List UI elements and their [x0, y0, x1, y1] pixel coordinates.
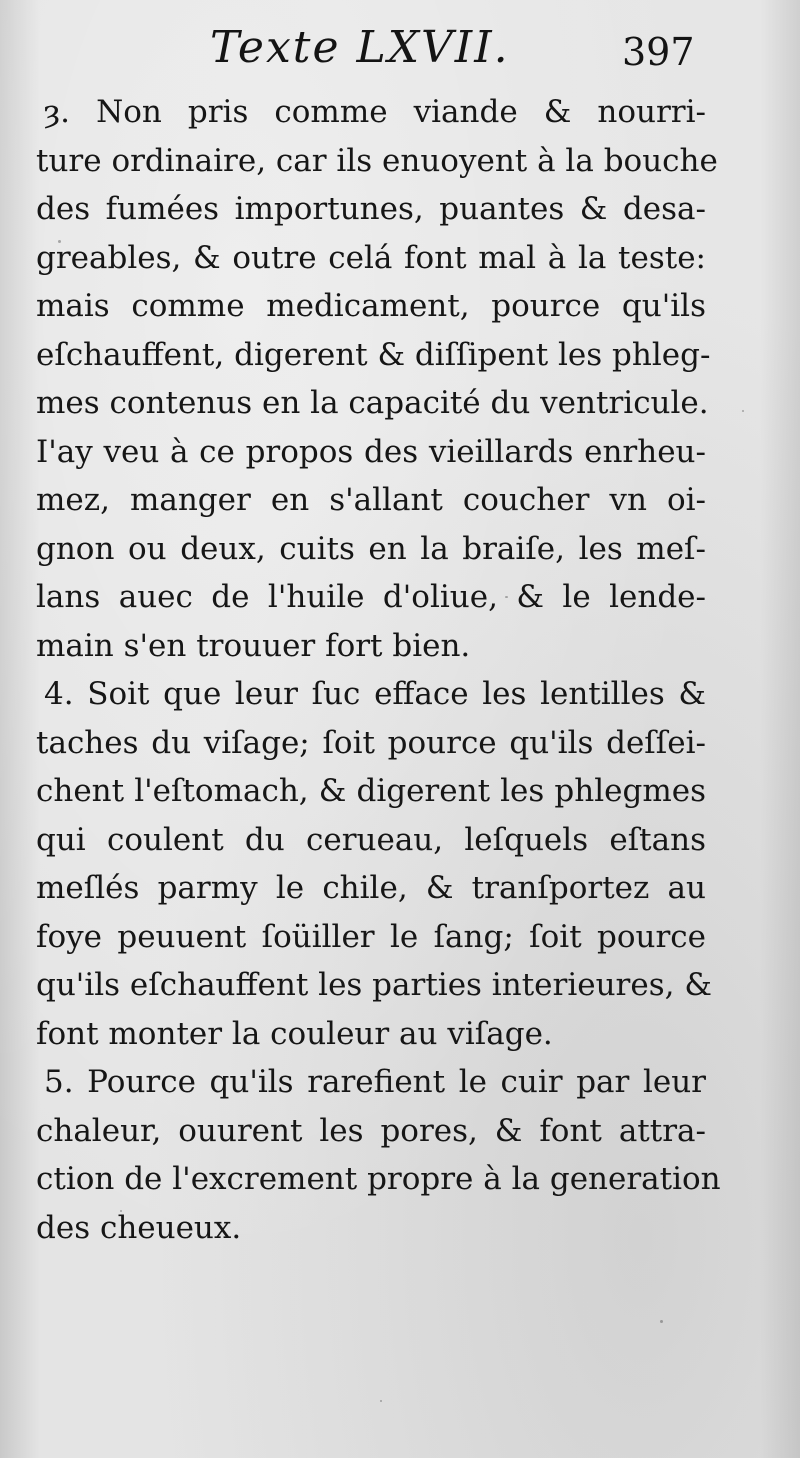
text-line: mais comme medicament, pource qu'ils	[36, 288, 706, 324]
text-line: lans auec de l'huile d'oliue, & le lende-	[36, 579, 706, 615]
text-line: qu'ils eſchauffent les parties interieures, &	[36, 967, 712, 1003]
text-line: chaleur, ouurent les pores, & font attra-	[36, 1112, 706, 1149]
text-line: ȝ. Non pris comme viande & nourri-	[44, 94, 706, 130]
text-line: mes contenus en la capacité du ventricule.	[36, 385, 709, 421]
text-line: mez, manger en s'allant coucher vn oi-	[36, 482, 706, 518]
text-line: qui coulent du cerueau, leſquels eſtans	[36, 821, 706, 858]
text-line: greables, & outre celá font mal à la teste:	[36, 239, 706, 276]
text-line: 4. Soit que leur ſuc efface les lentilles &	[44, 676, 706, 712]
text-line: gnon ou deux, cuits en la braiſe, les meſ-	[36, 530, 706, 567]
paper-speck	[380, 1400, 382, 1402]
paper-speck	[660, 1320, 663, 1323]
text-line: ture ordinaire, car ils enuoyent à la bouche	[36, 142, 718, 179]
text-line: taches du viſage; ſoit pource qu'ils deſſei-	[36, 724, 706, 761]
text-line: I'ay veu à ce propos des vieillards enrheu-	[36, 433, 706, 470]
running-title: Texte LXVII.	[210, 22, 510, 73]
text-line: main s'en trouuer fort bien.	[36, 627, 471, 664]
body-text	[36, 88, 721, 1252]
text-line: chent l'eſtomach, & digerent les phlegmes	[36, 773, 706, 809]
page-number: 397	[622, 30, 695, 74]
text-line: eſchauffent, digerent & diſſipent les phleg-	[36, 336, 711, 373]
text-line: foye peuuent ſoüiller le ſang; ſoit pource	[36, 918, 706, 955]
text-line: meſlés parmy le chile, & tranſportez au	[36, 870, 706, 906]
text-line: des cheueux.	[36, 1209, 242, 1246]
text-line: des fumées importunes, puantes & desa-	[36, 191, 706, 227]
text-line: font monter la couleur au viſage.	[36, 1015, 553, 1052]
page-header	[0, 22, 800, 84]
text-line: ction de l'excrement propre à la generation	[36, 1161, 721, 1197]
paper-speck	[742, 410, 744, 412]
text-line: 5. Pource qu'ils rarefient le cuir par leur	[44, 1064, 706, 1100]
